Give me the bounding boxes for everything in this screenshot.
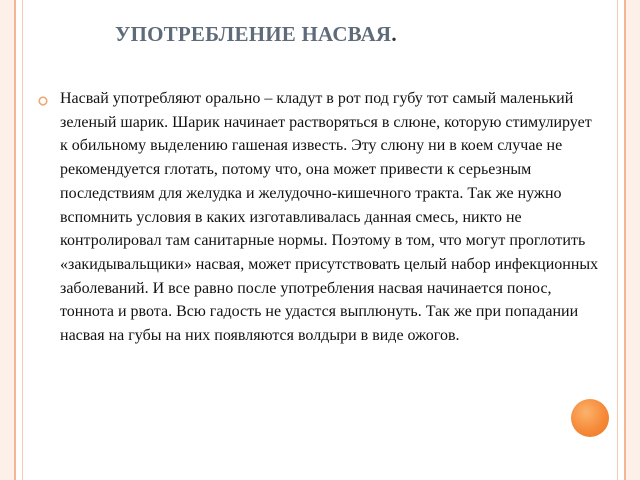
orange-circle-icon [571,399,609,437]
bullet-paragraph: Насвай употребляют орально – кладут в рот под губу тот самый маленький зеленый шарик. Шарик начинает растворяться в слюне, которую стимулирует к обильному выделению гашеная известь. Эту слюну ни в коем случае не рекомендуется глотать, потому что, она может привести к серьезным последствиям для желудка и желудочно-кишечного тракта. Так же нужно вспомнить условия в каких изготавливалась данная смесь, никто не контролировал там санитарные нормы. Поэтому в том, что могут проглотить «закидывальщики» насвая, может присутствовать целый набор инфекционных заболеваний. И все равно после употребления насвая начинается понос, тоннота и рвота. Всю гадость не удастся выплюнуть. Так же при попадании насвая на губы на них появляются волдыри в виде ожогов. [60,90,599,345]
slide-title-suffix: . [391,22,397,46]
slide-title-text: УПОТРЕБЛЕНИЕ НАСВАЯ [115,22,392,46]
slide-title [115,22,397,47]
circle-bullet-icon [38,96,48,106]
